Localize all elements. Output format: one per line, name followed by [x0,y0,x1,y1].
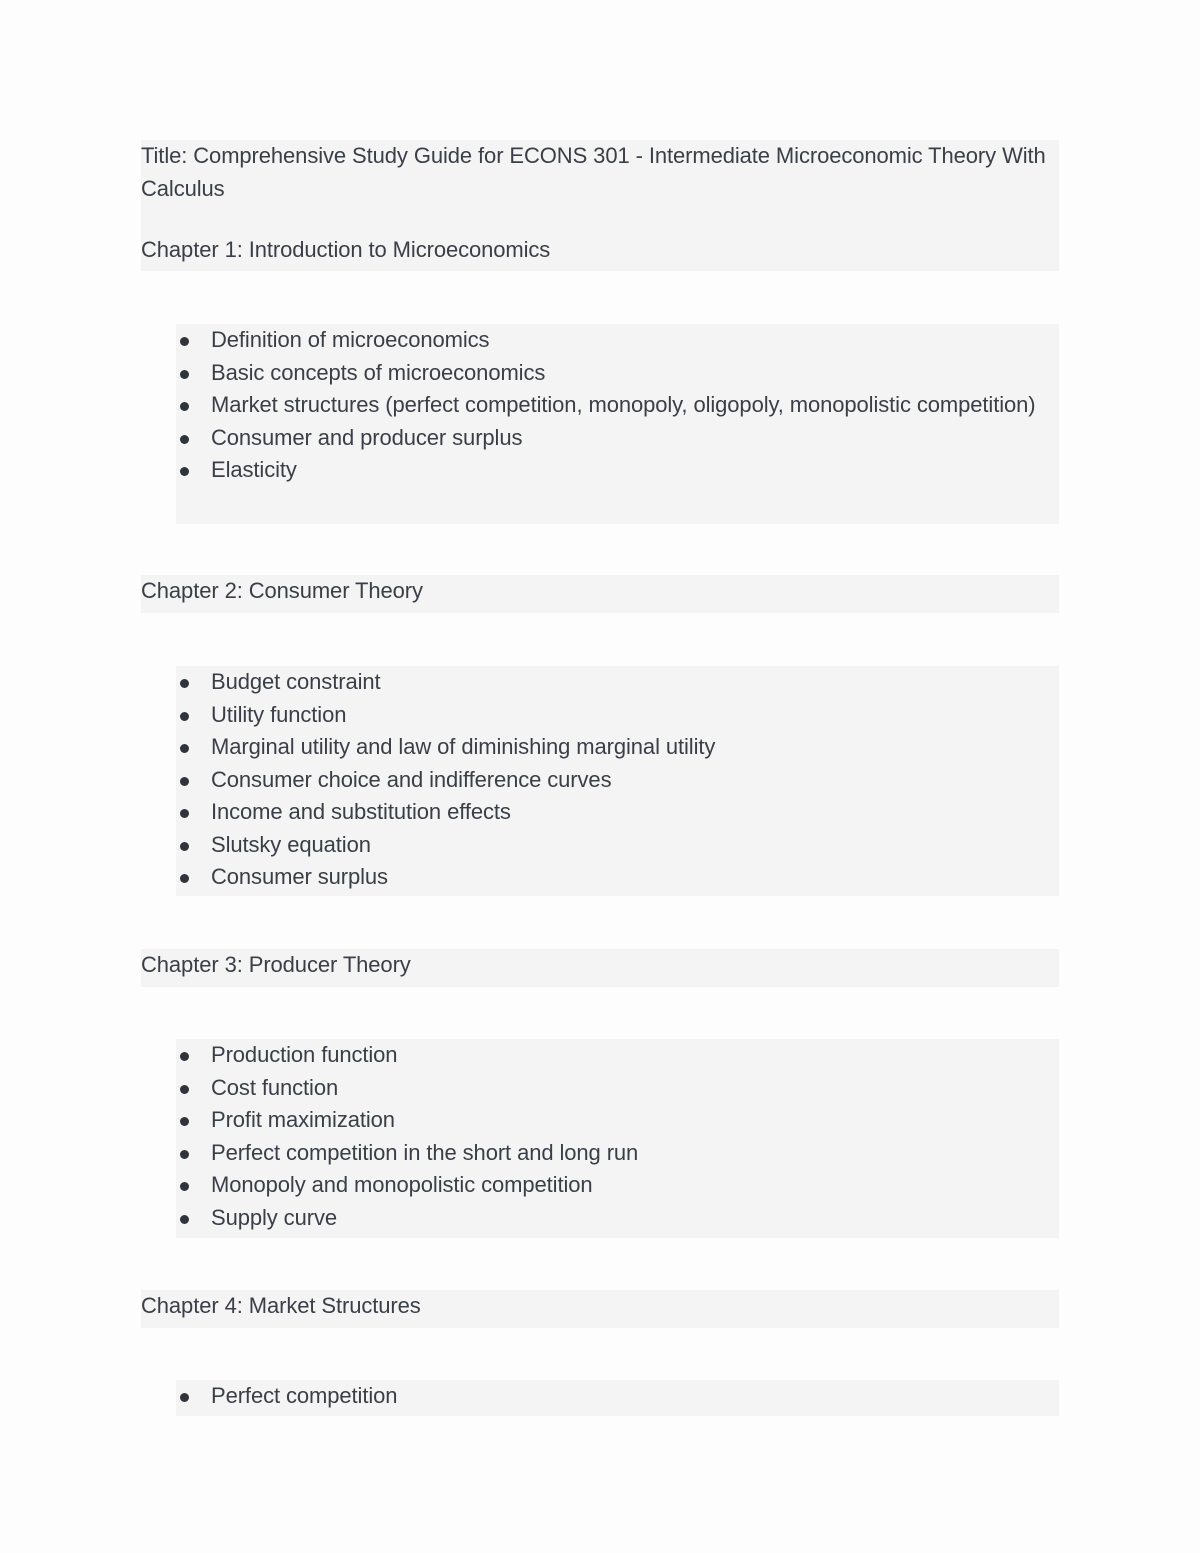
chapter-1-heading: Chapter 1: Introduction to Microeconomics [141,237,551,262]
chapter-4-heading: Chapter 4: Market Structures [141,1293,421,1318]
list-item-text: Consumer choice and indifference curves [211,766,612,792]
list-item-text: Market structures (perfect competition, monopoly, oligopoly, monopolistic competition) [211,392,1036,417]
list-item-text: Supply curve [211,1204,337,1230]
bullet-icon [180,1085,189,1094]
list-item [176,796,1059,829]
list-item-text: Slutsky equation [211,831,371,857]
list-item-text: Consumer and producer surplus [211,424,523,450]
bullet-icon [180,1150,189,1159]
chapter-3-list [176,1039,1059,1234]
bullet-icon [180,1117,189,1126]
chapter-2-list [176,666,1059,894]
list-item [176,1380,1059,1413]
bullet-icon [180,679,189,688]
list-item [176,357,1059,390]
list-item-text: Cost function [211,1074,339,1100]
list-item-text: Consumer surplus [211,864,388,889]
list-item [176,1104,1059,1137]
bullet-icon [180,435,189,444]
list-item-text: Elasticity [211,457,297,482]
list-item-text: Production function [211,1042,398,1067]
list-item [176,389,1059,422]
list-item [176,1169,1059,1202]
chapter-1-list-block [176,324,1059,524]
chapter-1-list [176,324,1059,487]
chapter-3-heading-block [141,949,1059,987]
document-title: Title: Comprehensive Study Guide for ECONS 301 - Intermediate Microeconomic Theory With Calculus [141,143,1046,201]
bullet-icon [180,777,189,786]
list-item-text: Perfect competition [211,1383,398,1408]
chapter-3-list-block [176,1039,1059,1238]
list-item-text: Budget constraint [211,669,381,694]
list-item [176,731,1059,764]
bullet-icon [180,712,189,721]
list-item [176,324,1059,357]
bullet-icon [180,1393,189,1402]
list-item-text: Monopoly and monopolistic competition [211,1172,593,1197]
bullet-icon [180,467,189,476]
list-item-text: Income and substitution effects [211,799,511,824]
title-block [141,140,1059,271]
list-item [176,454,1059,487]
list-item [176,699,1059,732]
list-item-text: Marginal utility and law of diminishing marginal utility [211,734,716,759]
list-item-text: Basic concepts of microeconomics [211,359,546,385]
chapter-4-list [176,1380,1059,1413]
bullet-icon [180,402,189,411]
list-item-text: Utility function [211,701,347,727]
list-item [176,764,1059,797]
list-item-text: Perfect competition in the short and long run [211,1139,639,1165]
list-item-text: Profit maximization [211,1107,395,1132]
chapter-2-heading-block [141,575,1059,613]
bullet-icon [180,1052,189,1061]
chapter-2-list-block [176,666,1059,896]
bullet-icon [180,744,189,753]
bullet-icon [180,370,189,379]
chapter-4-list-block [176,1380,1059,1416]
bullet-icon [180,1182,189,1191]
chapter-2-heading: Chapter 2: Consumer Theory [141,578,423,603]
list-item [176,1072,1059,1105]
bullet-icon [180,1215,189,1224]
list-item [176,1039,1059,1072]
list-item [176,422,1059,455]
list-item [176,861,1059,894]
bullet-icon [180,842,189,851]
list-item [176,1202,1059,1235]
chapter-3-heading: Chapter 3: Producer Theory [141,952,411,977]
list-item-text: Definition of microeconomics [211,327,490,352]
chapter-4-heading-block [141,1290,1059,1328]
list-item [176,829,1059,862]
bullet-icon [180,874,189,883]
list-item [176,666,1059,699]
bullet-icon [180,337,189,346]
bullet-icon [180,809,189,818]
list-item [176,1137,1059,1170]
